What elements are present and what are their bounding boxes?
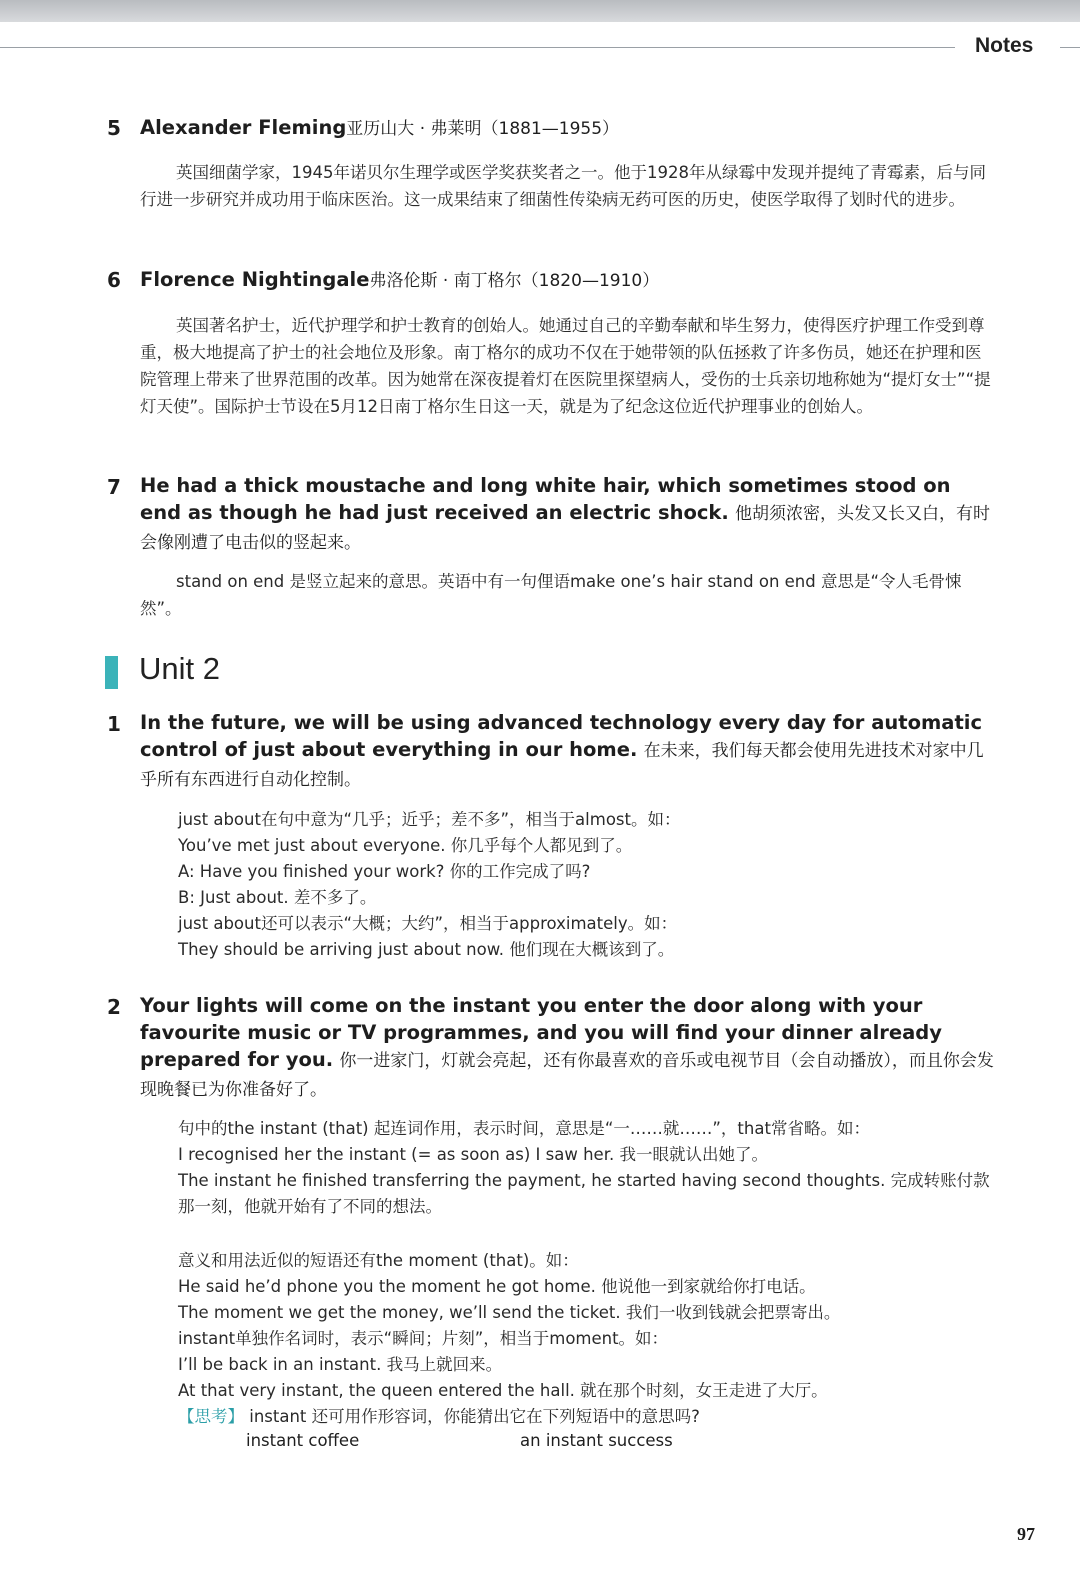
example-line: 意义和用法近似的短语还有the moment (that)。如： — [178, 1251, 579, 1270]
note-number: 7 — [107, 475, 121, 499]
example-line: instant单独作名词时，表示“瞬间；片刻”，相当于moment。如： — [178, 1329, 669, 1348]
note-number: 6 — [107, 268, 121, 292]
note-heading — [140, 709, 995, 794]
note-body: 英国著名护士，近代护理学和护士教育的创始人。她通过自己的辛勤奉献和毕生努力，使得医疗护理工作受到尊重，极大地提高了护士的社会地位及形象。南丁格尔的成功不仅在于她带领的队伍拯救了许多伤员，她还在护理和医院管理上带来了世界范围的改革。因为她常在深夜提着灯在医院里探望病人，受伤的士兵亲切地称她为“提灯女士”“提灯天使”。国际护士节设在5月12日南丁格尔生日这一天，就是为了纪念这位近代护理事业的创始人。 — [140, 316, 991, 416]
note-title-en: Florence Nightingale — [140, 268, 370, 291]
example-line: just about在句中意为“几乎；近乎；差不多”，相当于almost。如： — [178, 810, 681, 829]
note-sentence-zh: 在未来，我们每天都会使用先进技术对家中几乎所有东西进行自动化控制。 — [140, 741, 984, 790]
example-line: You’ve met just about everyone. 你几乎每个人都见到了。 — [178, 836, 633, 855]
unit-marker — [105, 656, 118, 689]
note-examples-a — [178, 1116, 993, 1220]
phrase-item: an instant success — [520, 1431, 673, 1450]
note-title-en: Alexander Fleming — [140, 116, 347, 139]
phrase-item: instant coffee — [246, 1431, 360, 1450]
notes-header: Notes — [975, 34, 1034, 57]
note-sentence-en: Your lights will come on the instant you enter the door along with your favourite music or TV programmes, and you will find your dinner already prepared for you. — [140, 994, 942, 1071]
header-rule — [0, 47, 955, 48]
unit-title: Unit 2 — [139, 651, 220, 686]
note-heading — [140, 114, 995, 143]
example-line: just about还可以表示“大概；大约”，相当于approximately。如： — [178, 914, 678, 933]
example-line: A: Have you finished your work? 你的工作完成了吗? — [178, 862, 591, 881]
example-line-wrapped: The instant he finished transferring the payment, he started having second thoughts. 完成转账付款那一刻，他就开始有了不同的想法。 — [178, 1171, 990, 1216]
example-line: 句中的the instant (that) 起连词作用，表示时间，意思是“一……就……”，that常省略。如： — [178, 1119, 870, 1138]
note-body: 英国细菌学家，1945年诺贝尔生理学或医学奖获奖者之一。他于1928年从绿霉中发现并提纯了青霉素，后与同行进一步研究并成功用于临床医治。这一成果结束了细菌性传染病无药可医的历史，使医学取得了划时代的进步。 — [140, 163, 986, 209]
note-sentence-en: In the future, we will be using advanced technology every day for automatic control of just about everything in our home. — [140, 711, 983, 761]
note-title-zh: 弗洛伦斯 · 南丁格尔（1820—1910） — [369, 271, 660, 291]
example-line: The moment we get the money, we’ll send the ticket. 我们一收到钱就会把票寄出。 — [178, 1303, 841, 1322]
note-heading — [140, 266, 995, 295]
example-line: At that very instant, the queen entered the hall. 就在那个时刻，女王走进了大厅。 — [178, 1381, 828, 1400]
note-examples — [178, 807, 993, 963]
note-body: stand on end 是竖立起来的意思。英语中有一句俚语make one’s hair stand on end 意思是“令人毛骨悚然”。 — [140, 572, 962, 618]
top-band — [0, 0, 1080, 22]
think-text: instant 还可用作形容词，你能猜出它在下列短语中的意思吗? — [249, 1407, 700, 1426]
note-number: 5 — [107, 116, 121, 140]
think-line — [178, 1404, 993, 1430]
note-heading — [140, 472, 995, 557]
example-line: They should be arriving just about now. 他们现在大概该到了。 — [178, 940, 675, 959]
example-line: He said he’d phone you the moment he got home. 他说他一到家就给你打电话。 — [178, 1277, 816, 1296]
note-number: 2 — [107, 995, 121, 1019]
example-line: I’ll be back in an instant. 我马上就回来。 — [178, 1355, 503, 1374]
note-number: 1 — [107, 712, 121, 736]
example-line: B: Just about. 差不多了。 — [178, 888, 377, 907]
note-examples-b — [178, 1248, 993, 1430]
note-heading — [140, 992, 995, 1104]
note-title-zh: 亚历山大 · 弗莱明（1881—1955） — [346, 119, 620, 139]
note-sentence-zh: 你一进家门，灯就会亮起，还有你最喜欢的音乐或电视节目（会自动播放），而且你会发现晚餐已为你准备好了。 — [140, 1051, 994, 1100]
example-line: I recognised her the instant (= as soon as) I saw her. 我一眼就认出她了。 — [178, 1145, 768, 1164]
think-label: 【思考】 — [178, 1407, 244, 1426]
note-sentence-zh: 他胡须浓密，头发又长又白，有时会像刚遭了电击似的竖起来。 — [140, 504, 991, 553]
note-sentence-en: He had a thick moustache and long white hair, which sometimes stood on end as though he had just received an electric shock. — [140, 474, 951, 524]
header-rule-right — [1060, 47, 1080, 48]
page-number: 97 — [1017, 1524, 1035, 1544]
